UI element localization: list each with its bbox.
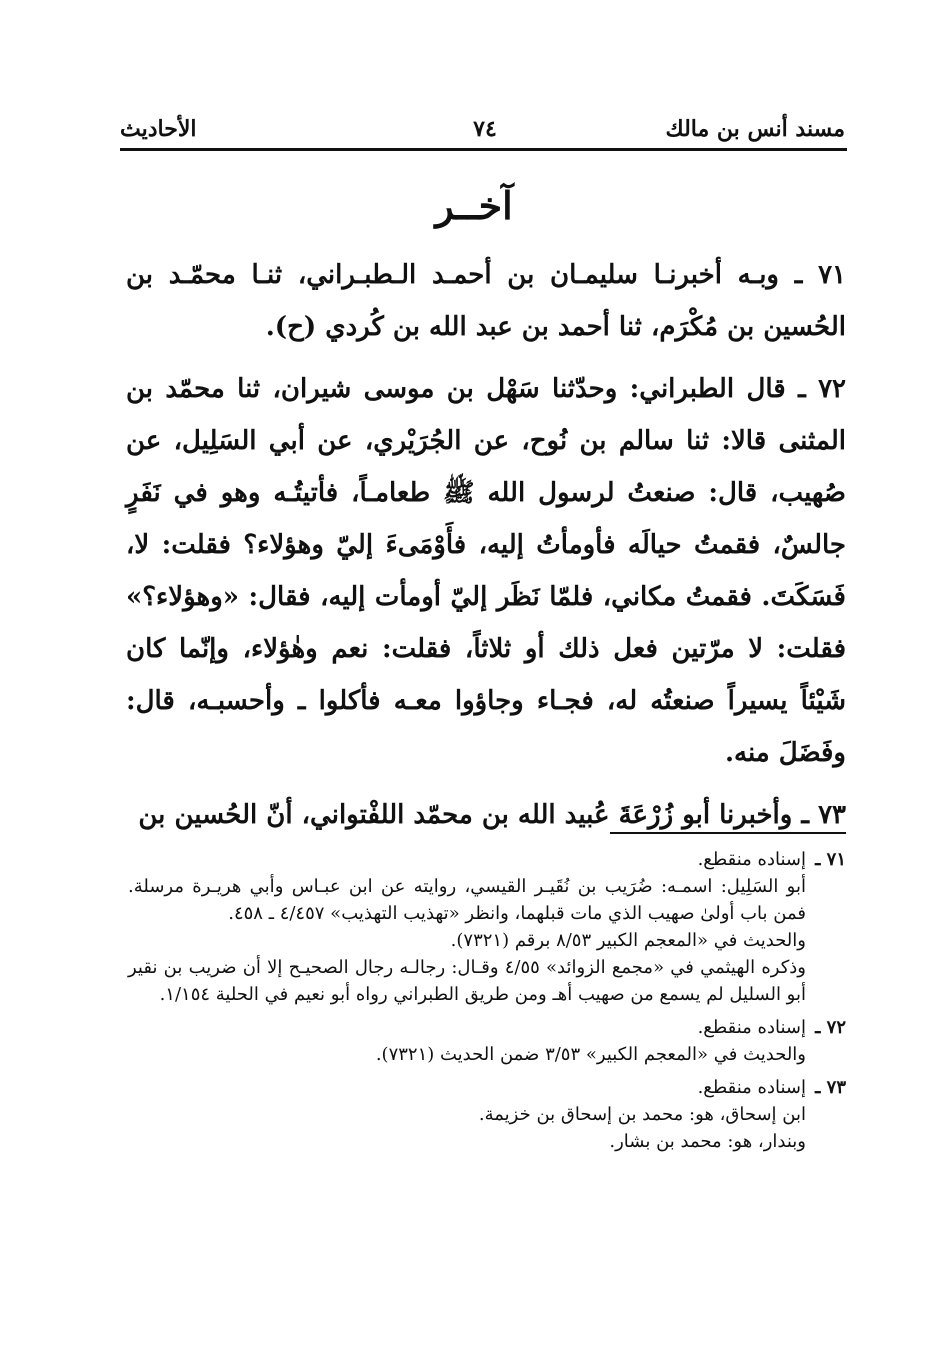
footnote-line: إسناده منقطع. xyxy=(697,1017,806,1038)
running-header xyxy=(120,112,845,148)
footnote-line: والحديث في «المعجم الكبير ٨/٥٣ برقم (٧٣٢١). xyxy=(450,930,806,951)
footnote-line: وبندار، هو: محمد بن بشار. xyxy=(609,1131,806,1152)
hadith-71: ٧١ ـ وبـه أخبرنـا سليمـان بن أحمـد الـطبـراني، ثنـا محمّـد بن الحُسين بن مُكْرَم، ثنا أحمد بن عبد الله بن كُردي (ح). xyxy=(126,260,846,342)
page-number: ٧٤ xyxy=(473,116,497,142)
footnote-line: ابن إسحاق، هو: محمد بن إسحاق بن خزيمة. xyxy=(478,1104,806,1125)
section-title: آخــر xyxy=(435,183,513,228)
header-divider xyxy=(120,148,847,151)
footnote-number: ٧١ ـ xyxy=(815,849,846,870)
footnote-line: إسناده منقطع. xyxy=(697,1077,806,1098)
footnote-73 xyxy=(128,1074,846,1155)
footnote-line: إسناده منقطع. xyxy=(697,849,806,870)
footnote-line: وذكره الهيثمي في «مجمع الزوائد» ٤/٥٥ وقـال: رجالـه رجال الصحيـح إلا أن ضريب بن نقير أبو السليل لم يسمع من صهيب أهـ ومن طريق الطبراني رواه أبو نعيم في الحلية ١/١٥٤. xyxy=(128,957,806,1005)
book-title: مسند أنس بن مالك xyxy=(665,116,845,142)
footnote-number: ٧٢ ـ xyxy=(815,1017,846,1038)
footnote-divider xyxy=(610,832,846,834)
footnote-number: ٧٣ ـ xyxy=(815,1077,846,1098)
footnote-line: أبو السَلِيل: اسمـه: ضُرَيب بن نُقَيـر القيسي، روايته عن ابن عبـاس وأبي هريـرة مرسلة. فمن باب أولىٰ صهيب الذي مات قبلهما، وانظر «تهذيب التهذيب» ٤/٤٥٧ ـ ٤٥٨. xyxy=(128,876,806,924)
footnote-71 xyxy=(128,846,846,1008)
section-name: الأحاديث xyxy=(120,116,197,142)
hadith-73: ٧٣ ـ وأخبرنا أبو زُرْعَةَ عُبيد الله بن محمّد اللفْتواني، أنّ الحُسين بن xyxy=(138,800,846,830)
footnote-72 xyxy=(128,1014,846,1068)
main-text xyxy=(126,249,846,851)
hadith-72: ٧٢ ـ قال الطبراني: وحدّثنا سَهْل بن موسى شيران، ثنا محمّد بن المثنى قالا: ثنا سالم بن نُوح، عن الجُرَيْري، عن أبي السَلِيل، عن صُهيب، قال: صنعتُ لرسول الله ﷺ طعامـاً، فأتيتُـه وهو في نَفَرٍ جالسٌ، فقمتُ حيالَه فأومأتُ إليه، فأَوْمَىءَ إليّ وهؤلاء؟ فقلت: لا، فَسَكَتَ. فقمتُ مكاني، فلمّا نَظَر إليّ أومأت إليه، فقال: «وهؤلاء؟» فقلت: لا مرّتين فعل ذلك أو ثلاثاً، فقلت: نعم وهٰؤلاء، وإنّما كان شَيْئاً يسيراً صنعتُه له، فجـاء وجاؤوا معـه فأكلوا ـ وأحسبـه، قال: وفَضَلَ منه. xyxy=(126,374,846,768)
footnote-line: والحديث في «المعجم الكبير» ٣/٥٣ ضمن الحديث (٧٣٢١). xyxy=(375,1044,806,1065)
footnotes xyxy=(128,846,846,1161)
